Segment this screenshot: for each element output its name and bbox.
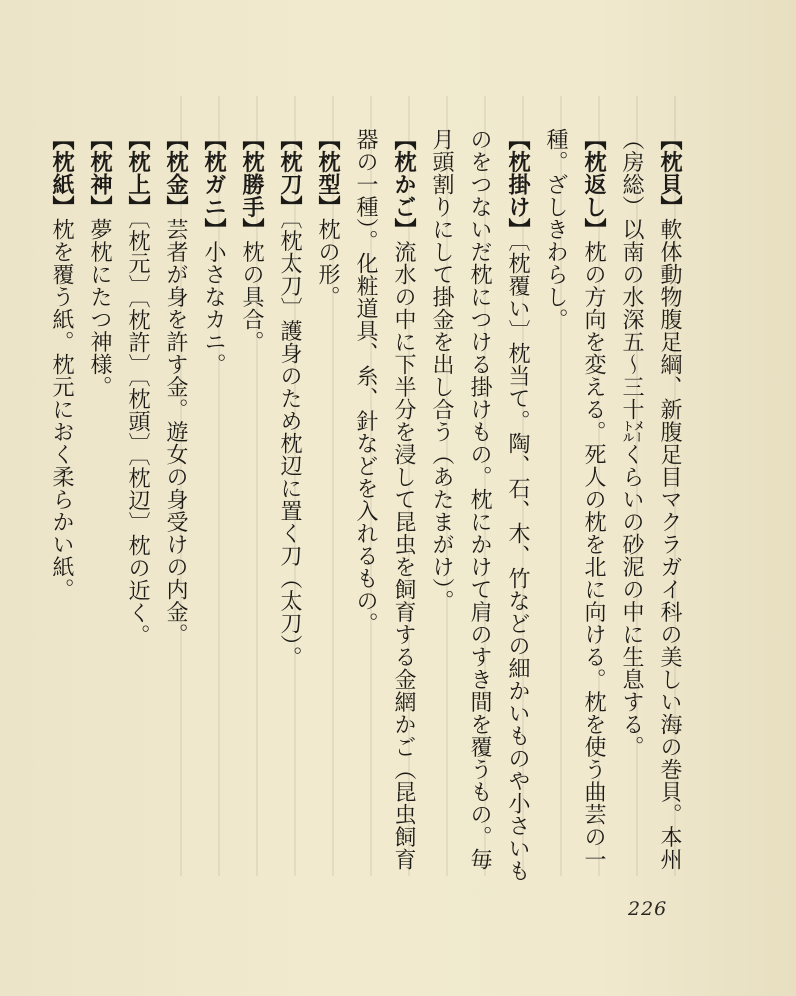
entry-makuragami-paper [42,128,80,888]
entry-text: 〔枕元〕〔枕許〕〔枕頭〕〔枕辺〕枕の近く。 [125,218,150,647]
entry-head: 【枕上】 [125,128,150,218]
entry-head: 【枕貝】 [657,128,682,218]
entry-head: 【枕返し】 [581,128,606,241]
entry-makuragatana [270,128,308,888]
page-number: 226 [628,898,668,920]
entry-text: 〔枕太刀〕護身のため枕辺に置く刀（太刀）。 [277,218,302,669]
entry-makurakago [346,128,422,888]
entry-makuragata [308,128,346,888]
entry-makuragai [612,128,688,888]
entry-text: 枕の方向を変える。死人の枕を北に向ける。枕を使う曲芸の一種。ざしきわらし。 [543,128,606,871]
entry-makuragami-kami [80,128,118,888]
entry-head: 【枕刀】 [277,128,302,218]
entry-head: 【枕金】 [163,128,188,218]
entry-text: 夢枕にたつ神様。 [87,218,112,398]
entry-text: 流水の中に下半分を浸して昆虫を飼育する金網かご（昆虫飼育器の一種）。化粧道具、糸、針などを入れるもの。 [353,128,416,871]
entry-text: 芸者が身を許す金。遊女の身受けの内金。 [163,218,188,646]
entry-text: 軟体動物腹足綱、新腹足目マクラガイ科の美しい海の巻貝。本州（房総）以南の水深五～三十㍍くらいの砂泥の中に生息する。 [619,128,682,871]
entry-makuragaeshi [536,128,612,888]
entry-head: 【枕神】 [87,128,112,218]
dictionary-body [42,128,688,888]
entry-makuragami-ue [118,128,156,888]
entry-makuragani [194,128,232,888]
entry-head: 【枕勝手】 [239,128,264,241]
entry-text: 小さなカニ。 [201,240,226,376]
entry-text: 枕を覆う紙。枕元におく柔らかい紙。 [49,218,74,601]
entry-makuragatte [232,128,270,888]
entry-makuragane [156,128,194,888]
entry-head: 【枕かご】 [391,128,416,241]
entry-head: 【枕掛け】 [505,128,530,241]
entry-head: 【枕型】 [315,128,340,218]
entry-text: 枕の具合。 [239,240,264,353]
entry-text: 〔枕覆い〕枕当て。陶、石、木、竹などの細かいものや小さいものをつないだ枕につける掛けもの。枕にかけて肩のすき間を覆うもの。毎月頭割りにして掛金を出し合う（あたまがけ）。 [429,128,530,882]
entry-text: 枕の形。 [315,218,340,308]
entry-makurakake [422,128,536,888]
entry-head: 【枕ガニ】 [201,128,226,241]
entry-head: 【枕紙】 [49,128,74,218]
